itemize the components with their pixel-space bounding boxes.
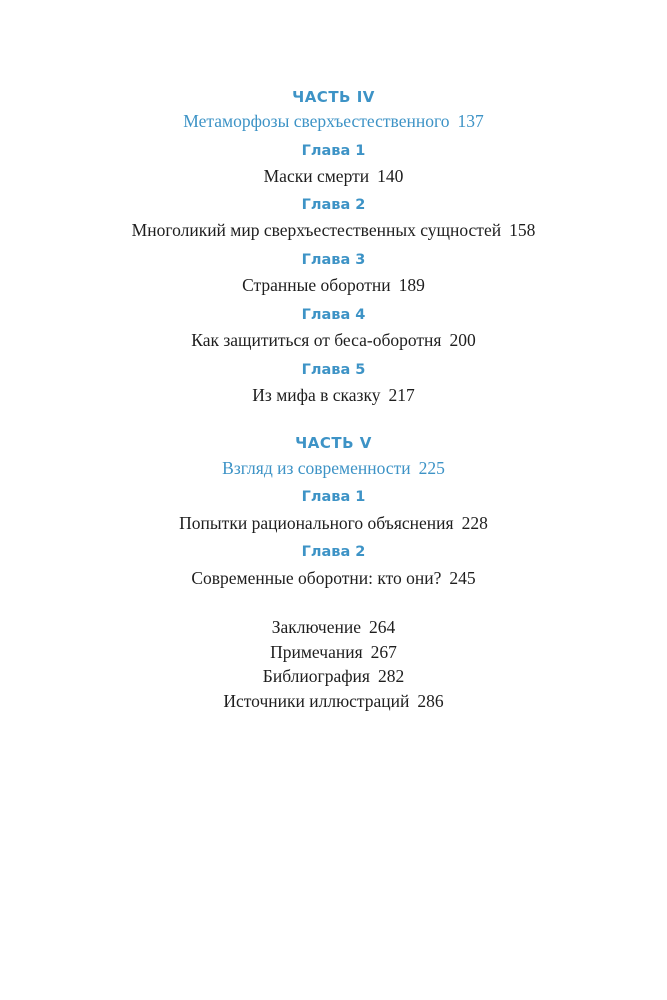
part-4-chapter-2-heading: Глава 2: [301, 197, 366, 213]
back-matter-page: 264: [369, 617, 396, 637]
part-4-chapter-4-title: Как защититься от беса-оборотня: [191, 330, 442, 350]
back-matter-title: Примечания: [270, 642, 363, 662]
part-5-chapter-1-title: Попытки рационального объяснения: [179, 513, 454, 533]
part-5-chapter-2-page: 245: [449, 568, 476, 588]
part-4-page: 137: [457, 111, 484, 131]
part-5-chapter-2-title: Современные оборотни: кто они?: [191, 568, 442, 588]
part-4-chapter-5-heading: Глава 5: [301, 362, 366, 378]
back-matter-notes: [0, 642, 667, 663]
back-matter-page: 286: [417, 691, 444, 711]
part-5-chapter-2-heading: Глава 2: [301, 544, 366, 560]
part-4-chapter-3-line: [0, 275, 667, 296]
back-matter-title: Библиография: [262, 666, 370, 686]
part-5-page: 225: [418, 458, 445, 478]
part-4-chapter-3-title: Странные оборотни: [242, 275, 391, 295]
part-5-title-line: [0, 458, 667, 479]
part-4-heading: ЧАСТЬ IV: [292, 88, 375, 106]
part-4-chapter-1-line: [0, 166, 667, 187]
part-4-chapter-2-title: Многоликий мир сверхъестественных сущностей: [131, 220, 502, 240]
part-5-chapter-1-heading: Глава 1: [301, 489, 366, 505]
part-4-chapter-5-line: [0, 385, 667, 406]
part-4-chapter-1-title: Маски смерти: [263, 166, 370, 186]
part-4-chapter-4-line: [0, 330, 667, 351]
back-matter-title: Заключение: [271, 617, 361, 637]
part-4-title: Метаморфозы сверхъестественного: [183, 111, 450, 131]
back-matter-illustration-sources: [0, 691, 667, 712]
part-5-chapter-1-page: 228: [461, 513, 488, 533]
back-matter-page: 282: [377, 666, 405, 686]
part-4-chapter-3-page: 189: [398, 275, 425, 295]
part-4-chapter-4-heading: Глава 4: [301, 307, 366, 323]
back-matter-page: 267: [370, 642, 397, 662]
part-4-title-line: [0, 111, 667, 132]
part-5-title: Взгляд из современности: [222, 458, 411, 478]
part-4-chapter-1-heading: Глава 1: [301, 143, 366, 159]
part-4-chapter-2-line: [0, 220, 667, 241]
part-4-chapter-5-title: Из мифа в сказку: [252, 385, 381, 405]
part-4-chapter-1-page: 140: [377, 166, 404, 186]
back-matter-bibliography: [0, 666, 667, 687]
part-5-chapter-1-line: [0, 513, 667, 534]
part-4-chapter-5-page: 217: [388, 385, 415, 405]
part-5-heading: ЧАСТЬ V: [295, 434, 372, 452]
part-4-chapter-4-page: 200: [449, 330, 476, 350]
back-matter-conclusion: [0, 617, 667, 638]
back-matter-title: Источники иллюстраций: [223, 691, 410, 711]
part-4-chapter-3-heading: Глава 3: [301, 252, 366, 268]
part-4-chapter-2-page: 158: [509, 220, 536, 240]
part-5-chapter-2-line: [0, 568, 667, 589]
